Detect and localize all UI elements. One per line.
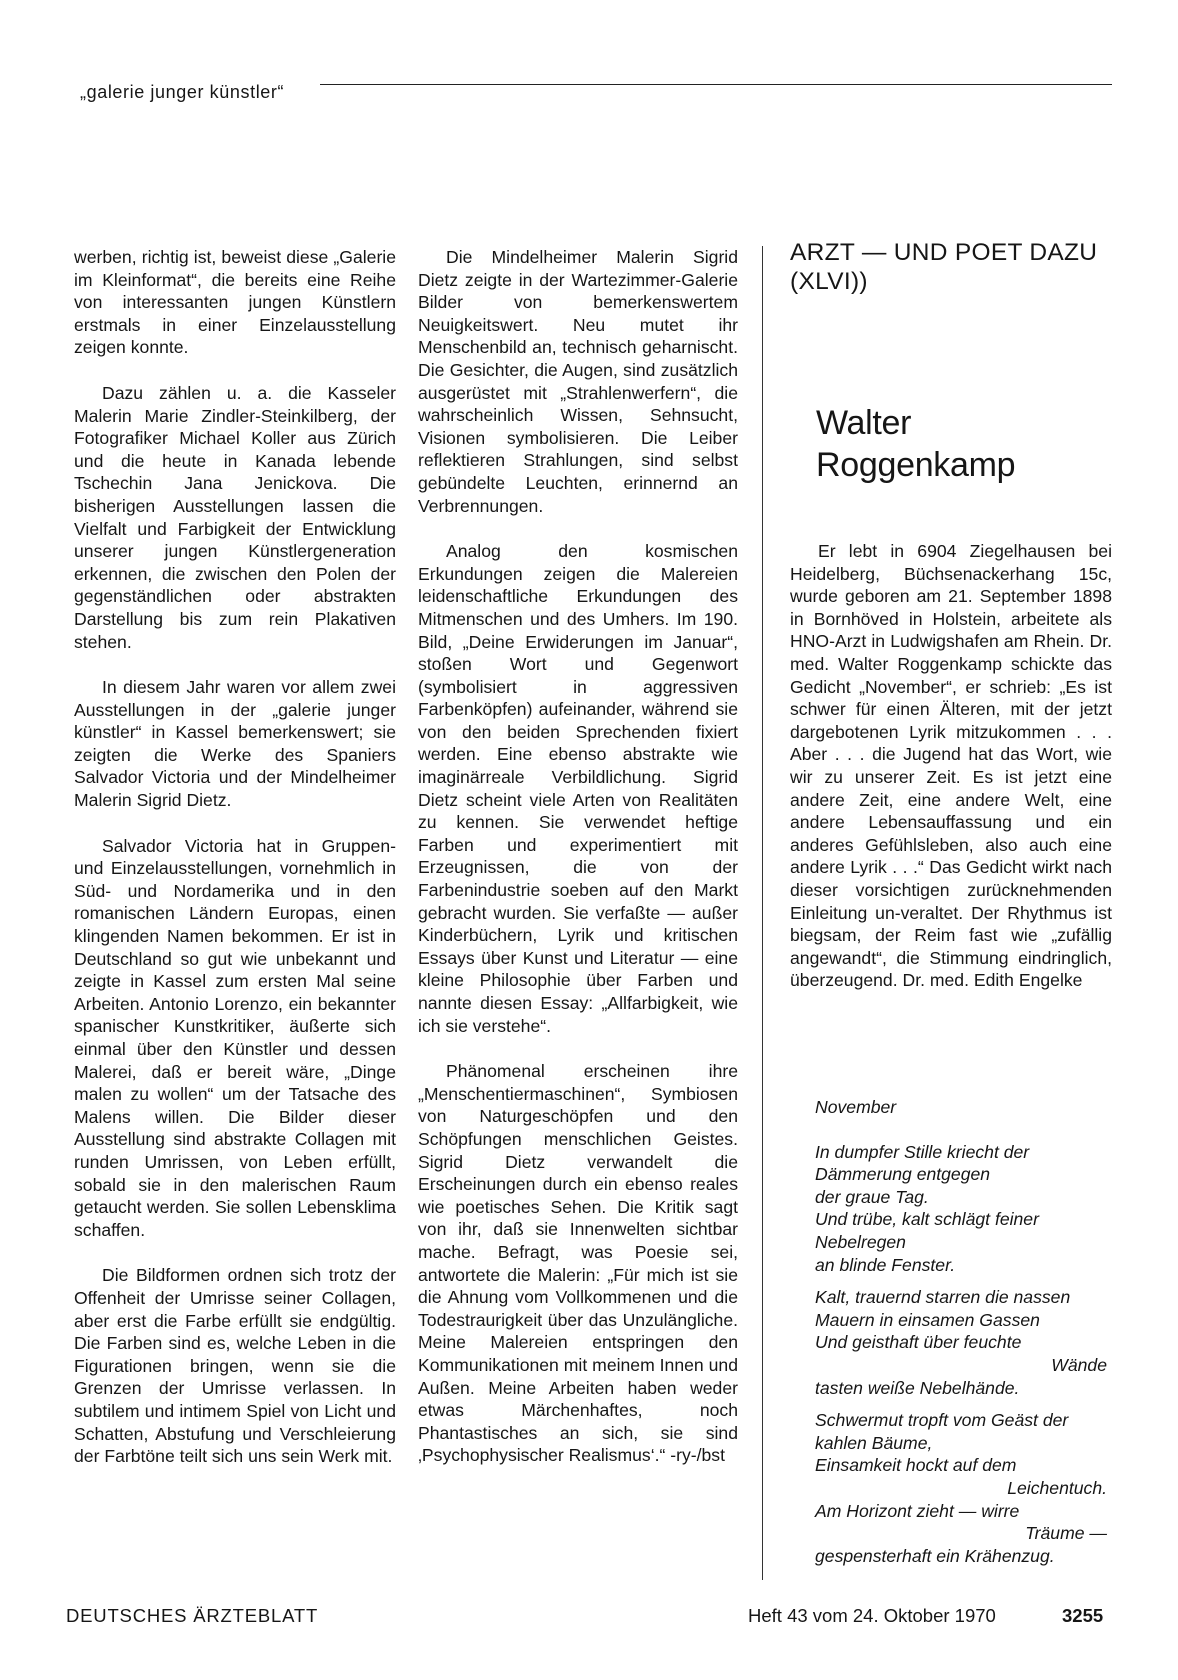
poem-line: Nebelregen: [815, 1231, 906, 1252]
column-divider: [762, 246, 763, 1580]
poem-line: Und geisthaft über feuchte: [815, 1332, 1022, 1353]
poem-line: Leichentuch.: [1007, 1477, 1107, 1498]
poem-stanza-1: [815, 1141, 1107, 1277]
issue-info: Heft 43 vom 24. Oktober 1970: [748, 1605, 996, 1626]
poem-line: kahlen Bäume,: [815, 1432, 933, 1453]
poem: [815, 1096, 1107, 1577]
page-number: 3255: [1062, 1605, 1104, 1626]
article-paragraph: Analog den kosmischen Erkundungen zeigen die Malereien leidenschaftliche Erkundungen des Mitmenschen und des Umhers. Im 190. Bild, „Deine Erwiderungen im Januar“, stoßen Wort und Gegenwort (symbolisiert in aggressiven Farbenköpfen) aufeinander, während sie von den beiden Sprechenden fixiert werden. Eine ebenso abstrakte wie imaginärreale Verbildlichung. Sigrid Dietz scheint viele Arten von Realitäten zu kennen. Sie verwendet heftige Farben und experimentiert mit Erzeugnissen, die von der Farbenindustrie soeben auf den Markt gebracht wurden. Sie verfaßte — außer Kinderbüchern, Lyrik und kritischen Essays über Kunst und Literatur — eine kleine Philosophie über Farben und nannte diesen Essay: „Allfarbigkeit, wie ich sie verstehe“.: [418, 541, 738, 1036]
poem-line: Kalt, trauernd starren die nassen: [815, 1287, 1071, 1308]
article-paragraph: Die Bildformen ordnen sich trotz der Offenheit der Umrisse seiner Collagen, aber erst die Farbe erfüllt sie endgültig. Die Farben sind es, welche Leben in die Figurationen bringen, wenn sie die Grenzen der Umrisse verlassen. In subtilem und intimem Spiel von Licht und Schatten, Abstufung und Verschleierung der Farbtöne teilt sich uns sein Werk mit.: [74, 1265, 396, 1467]
article-paragraph: Phänomenal erscheinen ihre „Menschentiermaschinen“, Symbiosen von Naturgeschöpfen und den Schöpfungen menschlichen Geistes. Sigrid Dietz verwandelt die Erscheinungen durch ein ebenso reales wie poetisches Sehen. Die Kritik sagt von ihr, daß sie Innenwelten sichtbar mache. Befragt, was Poesie sei, antwortete die Malerin: „Für mich ist sie die Ahnung vom Vollkommenen und die Todestraurigkeit über das Unzulängliche. Meine Malereien entspringen den Kommunikationen mit meinem Innen und Außen. Meine Arbeiten haben weder etwas Märchenhaftes, noch Phantastisches an sich, sie sind ‚Psychophysischer Realismus‘.“ -ry-/bst: [418, 1061, 738, 1466]
poem-line: der graue Tag.: [815, 1186, 929, 1207]
journal-name: DEUTSCHES ÄRZTEBLATT: [66, 1605, 319, 1626]
series-title: ARZT — UND POET DAZU (XLVI)): [790, 239, 1098, 295]
poem-line: Dämmerung entgegen: [815, 1164, 991, 1185]
header-rule: [320, 84, 1112, 85]
poem-line: Und trübe, kalt schlägt feiner: [815, 1209, 1039, 1230]
poem-stanza-2: [815, 1286, 1107, 1399]
author-bio: [790, 540, 1112, 992]
poem-line: Am Horizont zieht — wirre: [815, 1500, 1020, 1521]
poem-line: tasten weiße Nebelhände.: [815, 1377, 1020, 1398]
poem-title: November: [815, 1097, 897, 1117]
poem-stanza-3: [815, 1409, 1107, 1567]
poem-line: Träume —: [1025, 1523, 1107, 1544]
poem-line: In dumpfer Stille kriecht der: [815, 1141, 1030, 1162]
article-paragraph: werben, richtig ist, beweist diese „Galerie im Kleinformat“, die bereits eine Reihe von interessanten jungen Künstlern erstmals in einer Einzelausstellung zeigen konnte.: [74, 247, 396, 358]
section-label: „galerie junger künstler“: [80, 82, 285, 102]
poem-line: Einsamkeit hockt auf dem: [815, 1455, 1017, 1476]
article-paragraph: In diesem Jahr waren vor allem zwei Ausstellungen in der „galerie junger künstler“ in Kassel bemerkenswert; sie zeigten die Werke des Spaniers Salvador Victoria und der Mindelheimer Malerin Sigrid Dietz.: [74, 677, 396, 811]
article-column-1: [74, 246, 396, 1491]
poem-line: an blinde Fenster.: [815, 1254, 956, 1275]
article-column-2: [418, 246, 738, 1490]
poem-line: gespensterhaft ein Krähenzug.: [815, 1545, 1055, 1566]
article-paragraph: Die Mindelheimer Malerin Sigrid Dietz zeigte in der Wartezimmer-Galerie Bilder von bemerkenswertem Neuigkeitswert. Neu mutet ihr Menschenbild an, technisch geharnischt. Die Gesichter, die Augen, sind zusätzlich ausgerüstet mit „Strahlenwerfern“, die wahrscheinlich Wissen, Sehnsucht, Visionen symbolisieren. Die Leiber reflektieren Strahlungen, sind selbst gebündelte Leuchten, erinnernd an Verbrennungen.: [418, 247, 738, 516]
poem-line: Mauern in einsamen Gassen: [815, 1309, 1040, 1330]
bio-paragraph: Er lebt in 6904 Ziegelhausen bei Heidelberg, Büchsenackerhang 15c, wurde geboren am 21. September 1898 in Bornhöved in Holstein, arbeitete als HNO-Arzt in Ludwigshafen am Rhein. Dr. med. Walter Roggenkamp schickte das Gedicht „November“, er schrieb: „Es ist schwer für einen Älteren, mit der jetzt dargebotenen Lyrik mitzukommen . . . Aber . . . die Jugend hat das Wort, wie wir zu unserer Zeit. Es ist jetzt eine andere Zeit, eine andere Welt, eine andere Lebensauffassung und ein anderes Gefühlsleben, also auch eine andere Lyrik . . .“ Das Gedicht wirkt nach dieser vorsichtigen zurücknehmenden Einleitung un-veraltet. Der Rhythmus ist biegsam, der Reim fast wie „zufällig angewandt“, die Stimmung eindringlich, überzeugend. Dr. med. Edith Engelke: [790, 541, 1112, 991]
article-paragraph: Dazu zählen u. a. die Kasseler Malerin Marie Zindler-Steinkilberg, der Fotografiker Michael Koller aus Zürich und die heute in Kanada lebende Tschechin Jana Jenickova. Die bisherigen Ausstellungen lassen die Vielfalt und Farbigkeit der Entwicklung unserer jungen Künstlergeneration erkennen, die zwischen den Polen der gegenständlichen oder abstrakten Darstellung bis zum rein Plakativen stehen.: [74, 382, 396, 652]
poem-line: Schwermut tropft vom Geäst der: [815, 1410, 1069, 1431]
poem-line: Wände: [1051, 1354, 1107, 1375]
author-name: Walter Roggenkamp: [816, 404, 1016, 484]
article-paragraph: Salvador Victoria hat in Gruppen- und Einzelausstellungen, vornehmlich in Süd- und Nordamerika und in den romanischen Ländern Europas, einen klingenden Namen bekommen. Er ist in Deutschland so gut wie unbekannt und zeigte in Kassel zum ersten Mal seine Arbeiten. Antonio Lorenzo, ein bekannter spanischer Kunstkritiker, äußerte sich einmal über den Künstler und dessen Malerei, daß er bereit wäre, „Dinge malen zu wollen“ um der Tatsache des Malens willen. Die Bilder dieser Ausstellung sind abstrakte Collagen mit runden Umrissen, von Leben erfüllt, sobald sie in den malerischen Raum getaucht werden. Sie sollen Lebensklima schaffen.: [74, 835, 396, 1240]
